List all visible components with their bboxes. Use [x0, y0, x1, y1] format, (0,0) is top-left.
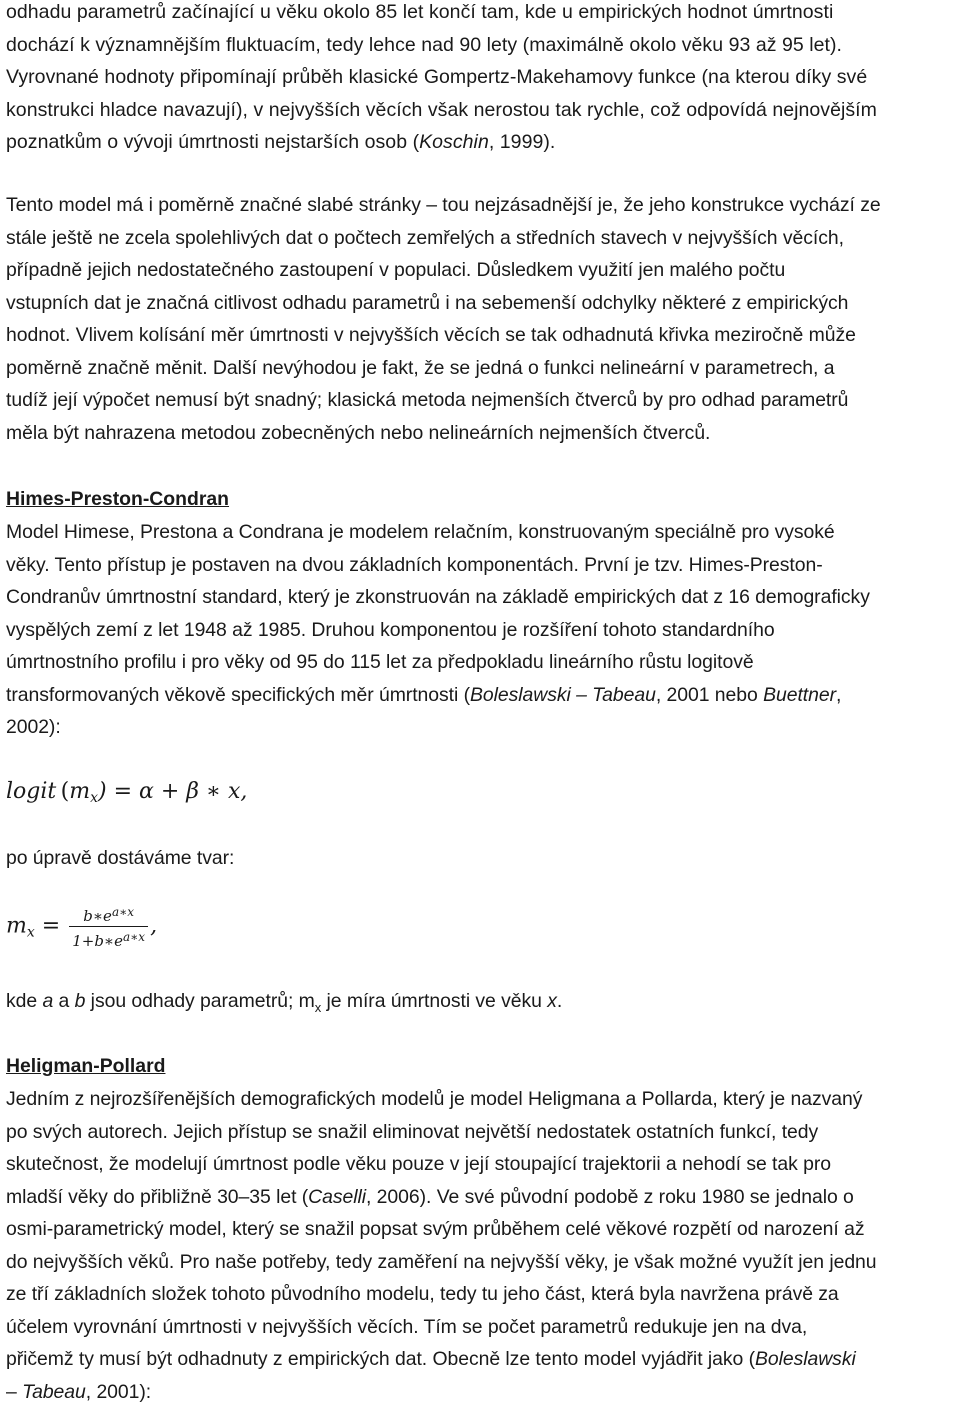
text-line: ze tří základních složek tohoto původního modelu, tedy tu jeho část, která byla navržena právě za: [6, 1278, 958, 1311]
text-line: vyspělých zemí z let 1948 až 1985. Druhou komponentou je rozšíření tohoto standardního: [6, 614, 958, 647]
text-line: Jedním z nejrozšířenějších demografických modelů je model Heligmana a Pollarda, který je nazvaný: [6, 1083, 958, 1116]
citation-author: Caselli: [308, 1186, 366, 1208]
formula-fraction: [69, 902, 148, 951]
section-heading-heligman-pollard: Heligman-Pollard: [6, 1050, 165, 1082]
text-line: přičemž ty musí být odhadnuty z empirických dat. Obecně lze tento model vyjádřit jako (Boleslawski: [6, 1343, 958, 1376]
citation-author: Koschin: [419, 131, 489, 153]
text-line: případně jejich nedostatečného zastoupení v populaci. Důsledkem využití jen malého počtu: [6, 254, 958, 287]
formula-mx: $m_x$ = $\frac{b∗e^{a∗x}}{1+b∗e^{a∗x}}$ ,: [6, 902, 157, 951]
text-line: měla být nahrazena metodou zobecněných nebo nelineárních nejmenších čtverců.: [6, 417, 958, 450]
text-line: dochází k významnějším fluktuacím, tedy lehce nad 90 lety (maximálně okolo věku 93 až 95 let).: [6, 29, 956, 62]
text-line: transformovaných věkově specifických měr úmrtnosti (Boleslawski – Tabeau, 2001 nebo Buettner,: [6, 679, 958, 712]
fraction-denominator: $1+b∗e^{a∗x}$: [69, 927, 148, 951]
text-line: skutečnost, že modelují úmrtnost podle věku pouze v její stoupající trajektorii a nehodí se tak pro: [6, 1148, 958, 1181]
text-line: Tento model má i poměrně značné slabé stránky – tou nejzásadnější je, že jeho konstrukce vychází ze: [6, 189, 958, 222]
citation-author: Buettner: [763, 684, 836, 706]
fraction-numerator: $b∗e^{a∗x}$: [69, 902, 148, 927]
text-line: odhadu parametrů začínající u věku okolo 85 let končí tam, kde u empirických hodnot úmrtnosti: [6, 0, 956, 29]
text-line: Model Himese, Prestona a Condrana je modelem relačním, konstruovaným speciálně pro vysoké: [6, 516, 958, 549]
citation-author: Tabeau: [22, 1381, 86, 1403]
text-line: věky. Tento přístup je postaven na dvou základních komponentách. První je tzv. Himes-Preston-: [6, 549, 958, 582]
text-line: – Tabeau, 2001):: [6, 1376, 958, 1408]
text-line: 2002):: [6, 711, 958, 744]
paragraph-parameter-definitions: kde a a b jsou odhady parametrů; $m_x$ je míra úmrtnosti ve věku x.: [6, 985, 562, 1024]
citation-author: Boleslawski – Tabeau: [470, 684, 656, 706]
paragraph-transformation-note: po úpravě dostáváme tvar:: [6, 842, 234, 875]
text-line: Vyrovnané hodnoty připomínají průběh klasické Gompertz-Makehamovy funkce (na kterou díky své: [6, 61, 956, 94]
text-line: Condranův úmrtnostní standard, který je zkonstruován na základě empirických dat z 16 demograficky: [6, 581, 958, 614]
text-line: do nejvyšších věků. Pro naše potřeby, tedy zaměření na nejvyšší věky, je však možné využít jen jednu: [6, 1246, 958, 1279]
text-line: poměrně značně měnit. Další nevýhodou je fakt, že se jedná o funkci nelineární v parametrech, a: [6, 352, 958, 385]
paragraph-heligman-pollard-description: [6, 1083, 958, 1408]
text-line: konstrukci hladce navazují), v nejvyšších věcích však nerostou tak rychle, což odpovídá nejnovějším: [6, 94, 956, 127]
paragraph-model-weaknesses: [6, 189, 958, 449]
text-line: tudíž její výpočet nemusí být snadný; klasická metoda nejmenších čtverců by pro odhad parametrů: [6, 384, 958, 417]
text-line: poznatkům o vývoji úmrtnosti nejstarších osob (Koschin, 1999).: [6, 126, 956, 159]
text-line: vstupních dat je značná citlivost odhadu parametrů i na sebemenší odchylky některé z empirických: [6, 287, 958, 320]
text-line: úmrtnostního profilu i pro věky od 95 do 115 let za předpokladu lineárního růstu logitově: [6, 646, 958, 679]
text-line: mladší věky do přibližně 30–35 let (Caselli, 2006). Ve své původní podobě z roku 1980 se jednalo o: [6, 1181, 958, 1214]
citation-author: Boleslawski: [755, 1348, 856, 1370]
text-line: hodnot. Vlivem kolísání měr úmrtnosti v nejvyšších věcích se tak odhadnutá křivka meziročně může: [6, 319, 958, 352]
formula-logit: logit $(m_x) = \alpha + \beta$ ∗ x,: [6, 776, 247, 814]
text-line: po svých autorech. Jejich přístup se snažil eliminovat největší nedostatek ostatních funkcí, tedy: [6, 1116, 958, 1149]
text-line: stále ještě ne zcela spolehlivých dat o počtech zemřelých a středních stavech v nejvyšších věcích,: [6, 222, 958, 255]
paragraph-hpc-description: [6, 516, 958, 744]
paragraph-gompertz-continuation: [6, 0, 956, 159]
text-line: účelem vyrovnání úmrtnosti v nejvyšších věcích. Tím se počet parametrů redukuje jen na dva,: [6, 1311, 958, 1344]
text-line: osmi-parametrický model, který se snažil popsat svým průběhem celé věkové rozpětí od narození až: [6, 1213, 958, 1246]
section-heading-himes-preston-condran: Himes-Preston-Condran: [6, 483, 229, 515]
